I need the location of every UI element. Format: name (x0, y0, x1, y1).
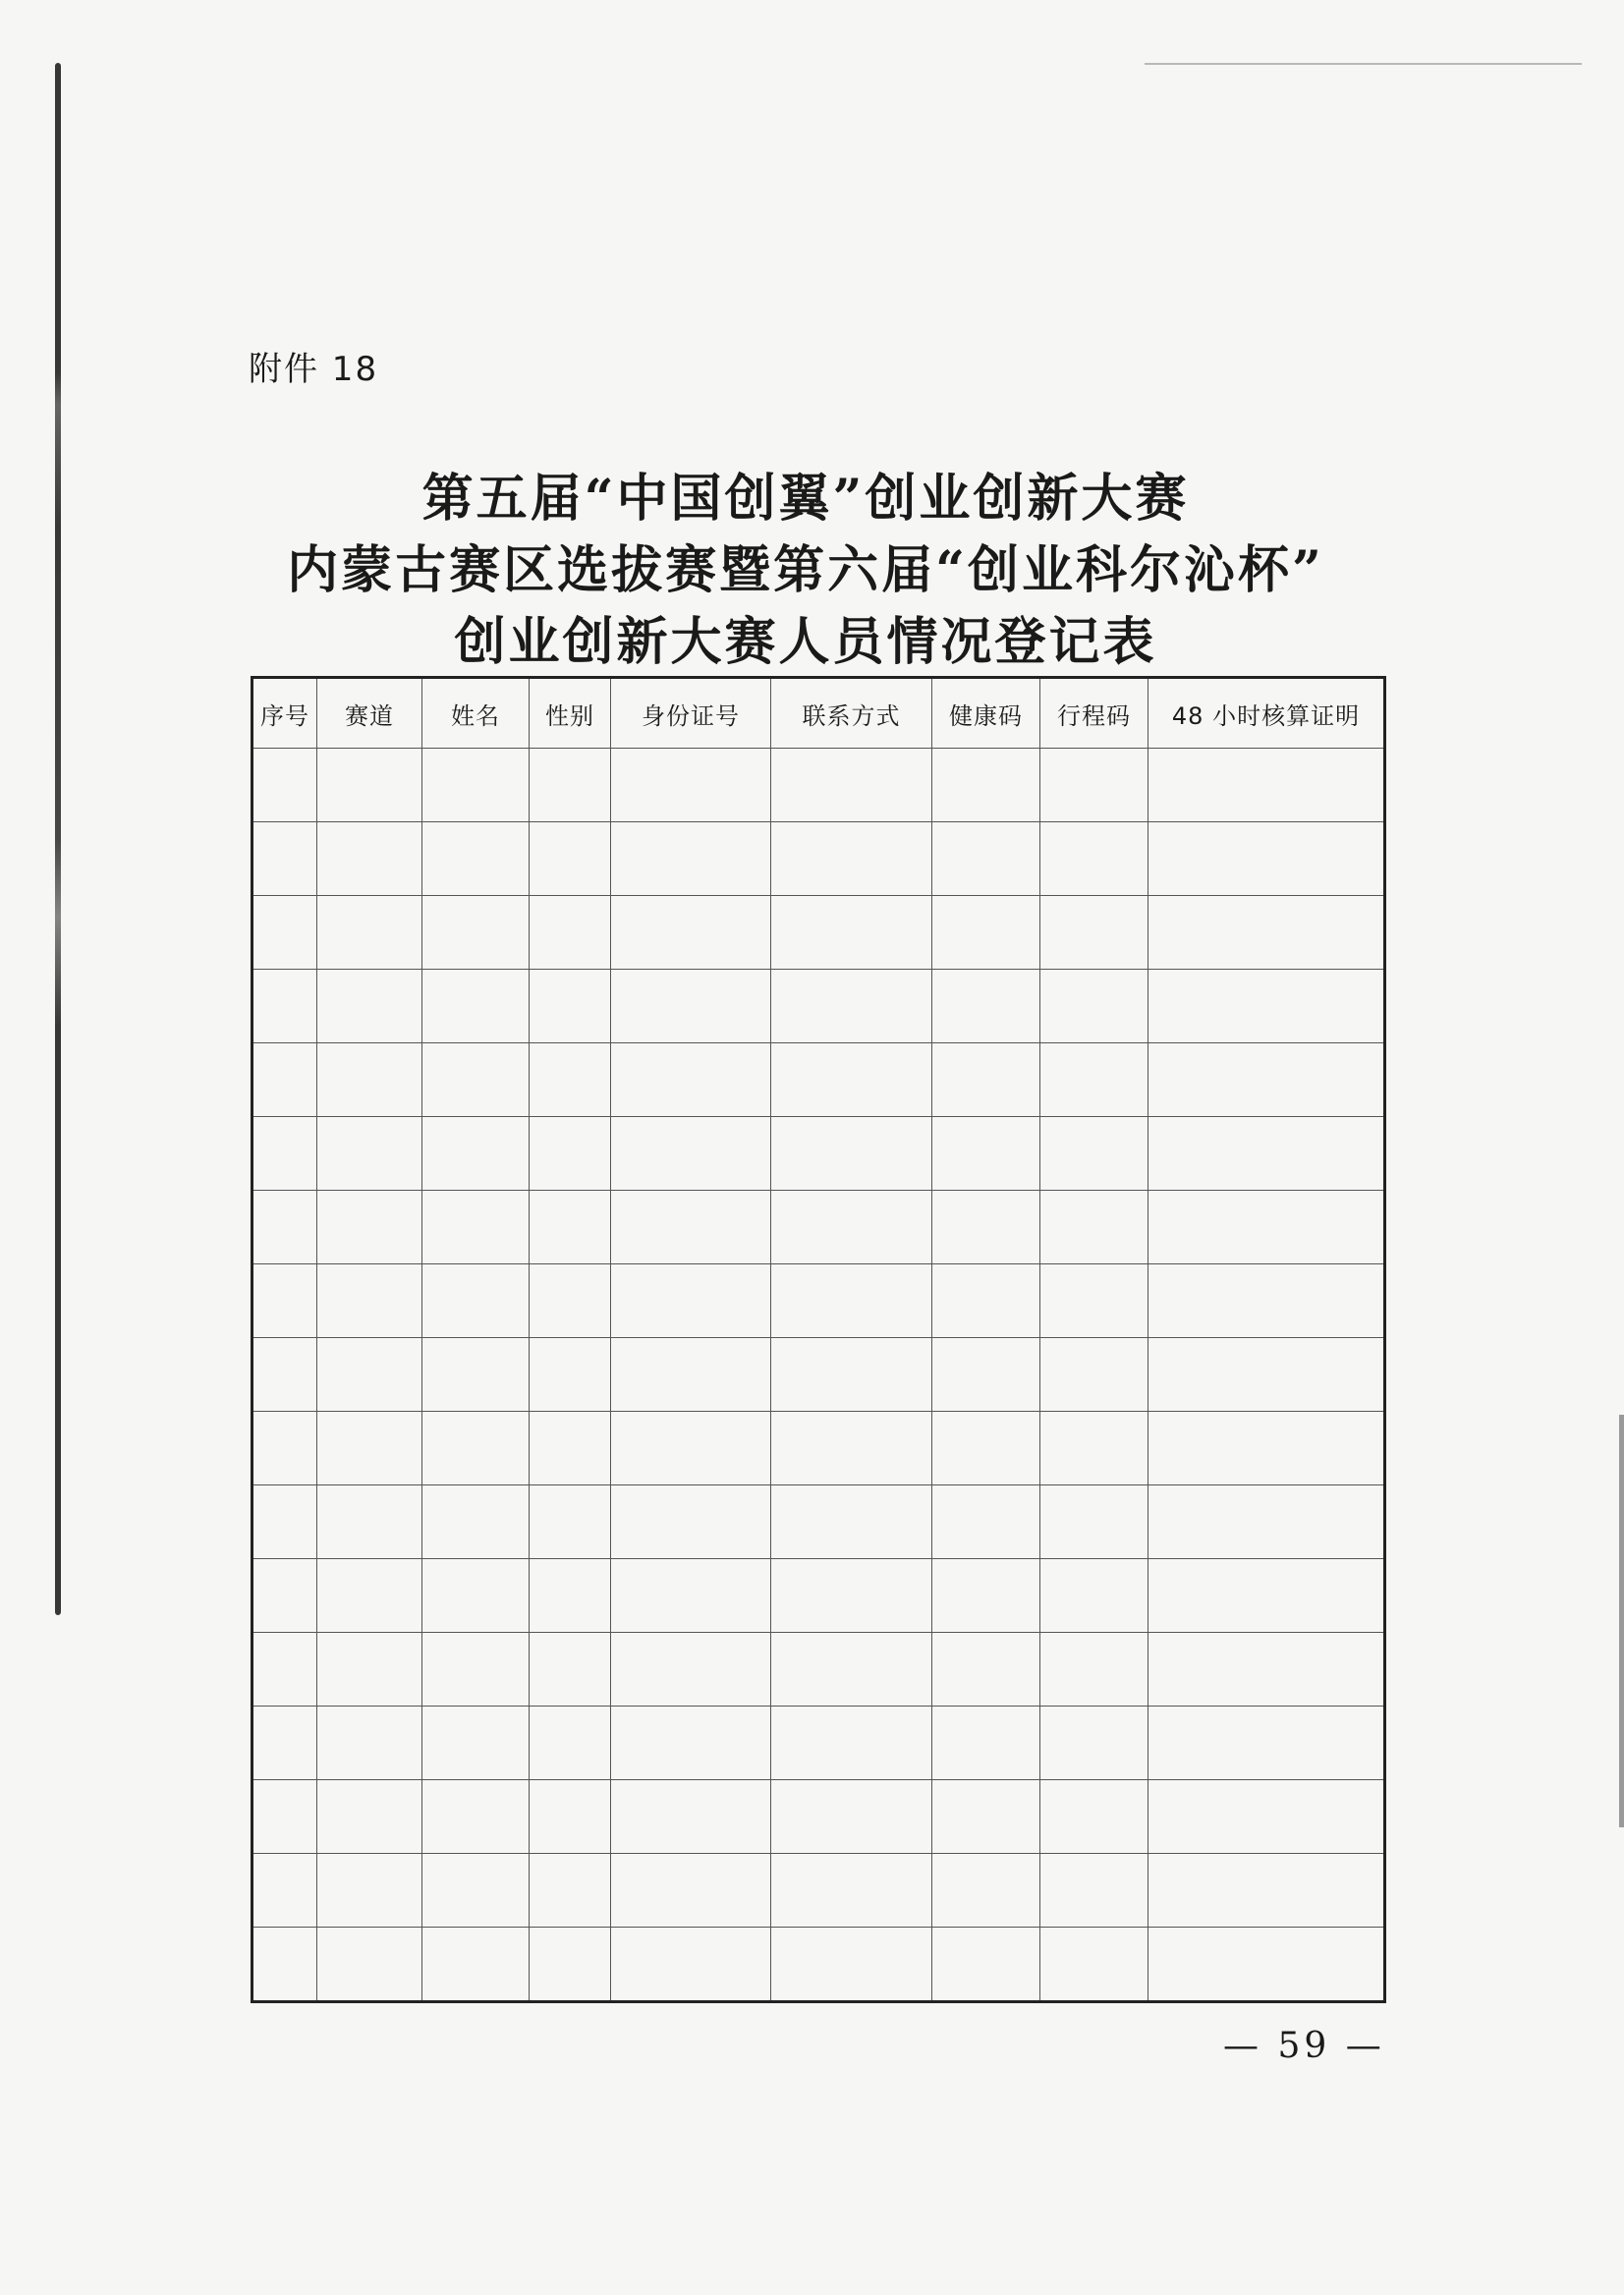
empty-cell (932, 1412, 1040, 1485)
empty-cell (771, 1485, 932, 1559)
table-row (252, 1117, 1385, 1191)
registration-table (251, 676, 1386, 2003)
empty-cell (422, 1928, 530, 2002)
empty-cell (422, 1191, 530, 1264)
header-health-code: 健康码 (932, 678, 1040, 749)
empty-cell (530, 1559, 611, 1633)
empty-cell (1148, 1338, 1385, 1412)
empty-cell (530, 1191, 611, 1264)
empty-cell (530, 1633, 611, 1707)
empty-cell (771, 749, 932, 822)
empty-cell (932, 1707, 1040, 1780)
empty-cell (932, 1043, 1040, 1117)
empty-cell (317, 1707, 422, 1780)
empty-cell (771, 1191, 932, 1264)
empty-cell (422, 749, 530, 822)
empty-cell (1148, 1264, 1385, 1338)
empty-cell (1148, 822, 1385, 896)
table-row (252, 1854, 1385, 1928)
empty-cell (422, 1633, 530, 1707)
empty-cell (932, 1559, 1040, 1633)
empty-cell (1148, 1780, 1385, 1854)
empty-cell (1040, 1559, 1148, 1633)
empty-cell (932, 1338, 1040, 1412)
table-row (252, 749, 1385, 822)
empty-cell (771, 1928, 932, 2002)
empty-cell (252, 1191, 317, 1264)
empty-cell (611, 822, 771, 896)
empty-cell (252, 1338, 317, 1412)
empty-cell (252, 1928, 317, 2002)
empty-cell (422, 1338, 530, 1412)
empty-cell (771, 1117, 932, 1191)
empty-cell (252, 1485, 317, 1559)
empty-cell (530, 1338, 611, 1412)
empty-cell (1040, 1117, 1148, 1191)
empty-cell (530, 1043, 611, 1117)
empty-cell (530, 1707, 611, 1780)
empty-cell (530, 970, 611, 1043)
empty-cell (932, 1928, 1040, 2002)
empty-cell (1040, 970, 1148, 1043)
empty-cell (1040, 1191, 1148, 1264)
empty-cell (422, 896, 530, 970)
empty-cell (1040, 749, 1148, 822)
empty-cell (611, 1707, 771, 1780)
empty-cell (1148, 1117, 1385, 1191)
header-name: 姓名 (422, 678, 530, 749)
empty-cell (932, 822, 1040, 896)
empty-cell (1148, 1191, 1385, 1264)
empty-cell (932, 1780, 1040, 1854)
empty-cell (317, 1928, 422, 2002)
empty-cell (1040, 1485, 1148, 1559)
empty-cell (611, 1928, 771, 2002)
empty-cell (530, 1928, 611, 2002)
empty-cell (317, 1338, 422, 1412)
empty-cell (1148, 1633, 1385, 1707)
header-serial-number: 序号 (252, 678, 317, 749)
title-line-1: 第五届“中国创翼”创业创新大赛 (421, 469, 1190, 529)
table-row (252, 1264, 1385, 1338)
table-row (252, 1633, 1385, 1707)
empty-cell (611, 1780, 771, 1854)
header-48h-test-proof: 48 小时核算证明 (1148, 678, 1385, 749)
empty-cell (932, 749, 1040, 822)
empty-cell (611, 749, 771, 822)
empty-cell (422, 1412, 530, 1485)
empty-cell (1148, 970, 1385, 1043)
empty-cell (771, 1043, 932, 1117)
empty-cell (252, 1854, 317, 1928)
empty-cell (1040, 1854, 1148, 1928)
empty-cell (771, 1338, 932, 1412)
empty-cell (1148, 1707, 1385, 1780)
empty-cell (317, 1117, 422, 1191)
empty-cell (317, 1633, 422, 1707)
table-row (252, 1191, 1385, 1264)
table-row (252, 896, 1385, 970)
empty-cell (252, 1043, 317, 1117)
empty-cell (317, 1412, 422, 1485)
table-header-row (252, 678, 1385, 749)
table-row (252, 1780, 1385, 1854)
top-rule-artifact (1145, 63, 1582, 65)
empty-cell (1040, 1264, 1148, 1338)
table-row (252, 822, 1385, 896)
empty-cell (530, 1412, 611, 1485)
title-line-2: 内蒙古赛区选拔赛暨第六届“创业科尔沁杯” (287, 540, 1324, 600)
empty-cell (771, 1559, 932, 1633)
empty-cell (1040, 1338, 1148, 1412)
table-row (252, 1412, 1385, 1485)
empty-cell (252, 970, 317, 1043)
empty-cell (932, 970, 1040, 1043)
empty-cell (530, 896, 611, 970)
header-track: 赛道 (317, 678, 422, 749)
empty-cell (530, 822, 611, 896)
empty-cell (771, 1412, 932, 1485)
empty-cell (530, 749, 611, 822)
empty-cell (611, 896, 771, 970)
empty-cell (252, 749, 317, 822)
empty-cell (771, 1707, 932, 1780)
empty-cell (252, 1117, 317, 1191)
header-travel-code: 行程码 (1040, 678, 1148, 749)
empty-cell (317, 896, 422, 970)
empty-cell (252, 1412, 317, 1485)
empty-cell (1040, 1633, 1148, 1707)
empty-cell (422, 1559, 530, 1633)
empty-cell (611, 1633, 771, 1707)
empty-cell (252, 896, 317, 970)
page-number: — 59 — (1223, 2026, 1385, 2066)
empty-cell (530, 1854, 611, 1928)
empty-cell (422, 1117, 530, 1191)
empty-cell (317, 1264, 422, 1338)
table-row (252, 1928, 1385, 2002)
empty-cell (1040, 1928, 1148, 2002)
empty-cell (530, 1780, 611, 1854)
empty-cell (422, 1780, 530, 1854)
empty-cell (422, 1043, 530, 1117)
header-id-number: 身份证号 (611, 678, 771, 749)
empty-cell (317, 1043, 422, 1117)
empty-cell (932, 1633, 1040, 1707)
empty-cell (252, 1559, 317, 1633)
empty-cell (252, 1633, 317, 1707)
empty-cell (932, 1485, 1040, 1559)
empty-cell (1148, 749, 1385, 822)
empty-cell (771, 1264, 932, 1338)
empty-cell (422, 1707, 530, 1780)
empty-cell (932, 1264, 1040, 1338)
empty-cell (1148, 896, 1385, 970)
empty-cell (771, 970, 932, 1043)
empty-cell (1040, 1707, 1148, 1780)
empty-cell (422, 970, 530, 1043)
empty-cell (611, 1485, 771, 1559)
empty-cell (422, 1485, 530, 1559)
empty-cell (1040, 1412, 1148, 1485)
empty-cell (1040, 822, 1148, 896)
header-contact: 联系方式 (771, 678, 932, 749)
empty-cell (1040, 896, 1148, 970)
empty-cell (317, 749, 422, 822)
empty-cell (932, 1117, 1040, 1191)
empty-cell (771, 1854, 932, 1928)
empty-cell (317, 1191, 422, 1264)
empty-cell (611, 1854, 771, 1928)
empty-cell (1148, 1412, 1385, 1485)
empty-cell (611, 1412, 771, 1485)
empty-cell (317, 1780, 422, 1854)
empty-cell (422, 1264, 530, 1338)
table-row (252, 970, 1385, 1043)
empty-cell (1148, 1043, 1385, 1117)
empty-cell (252, 1707, 317, 1780)
empty-cell (932, 1191, 1040, 1264)
empty-cell (611, 970, 771, 1043)
table-row (252, 1485, 1385, 1559)
empty-cell (530, 1117, 611, 1191)
empty-cell (317, 1485, 422, 1559)
table-row (252, 1707, 1385, 1780)
empty-cell (611, 1264, 771, 1338)
empty-cell (771, 1780, 932, 1854)
empty-cell (530, 1485, 611, 1559)
empty-cell (422, 1854, 530, 1928)
empty-cell (932, 1854, 1040, 1928)
empty-cell (1148, 1485, 1385, 1559)
empty-cell (422, 822, 530, 896)
empty-cell (530, 1264, 611, 1338)
empty-cell (932, 896, 1040, 970)
empty-cell (1148, 1854, 1385, 1928)
empty-cell (1148, 1928, 1385, 2002)
table-row (252, 1559, 1385, 1633)
header-gender: 性别 (530, 678, 611, 749)
table-row (252, 1338, 1385, 1412)
empty-cell (1040, 1043, 1148, 1117)
empty-cell (611, 1338, 771, 1412)
empty-cell (611, 1191, 771, 1264)
empty-cell (317, 970, 422, 1043)
table-body (252, 749, 1385, 2002)
empty-cell (317, 1559, 422, 1633)
empty-cell (771, 822, 932, 896)
binding-edge-artifact (55, 63, 61, 1615)
attachment-label: 附件 18 (249, 350, 379, 389)
empty-cell (252, 1780, 317, 1854)
empty-cell (611, 1043, 771, 1117)
right-edge-artifact (1619, 1415, 1624, 1827)
table-row (252, 1043, 1385, 1117)
empty-cell (317, 1854, 422, 1928)
empty-cell (611, 1559, 771, 1633)
empty-cell (1040, 1780, 1148, 1854)
empty-cell (611, 1117, 771, 1191)
empty-cell (771, 896, 932, 970)
empty-cell (252, 1264, 317, 1338)
empty-cell (771, 1633, 932, 1707)
title-line-3: 创业创新大赛人员情况登记表 (454, 612, 1157, 672)
empty-cell (317, 822, 422, 896)
empty-cell (1148, 1559, 1385, 1633)
empty-cell (252, 822, 317, 896)
